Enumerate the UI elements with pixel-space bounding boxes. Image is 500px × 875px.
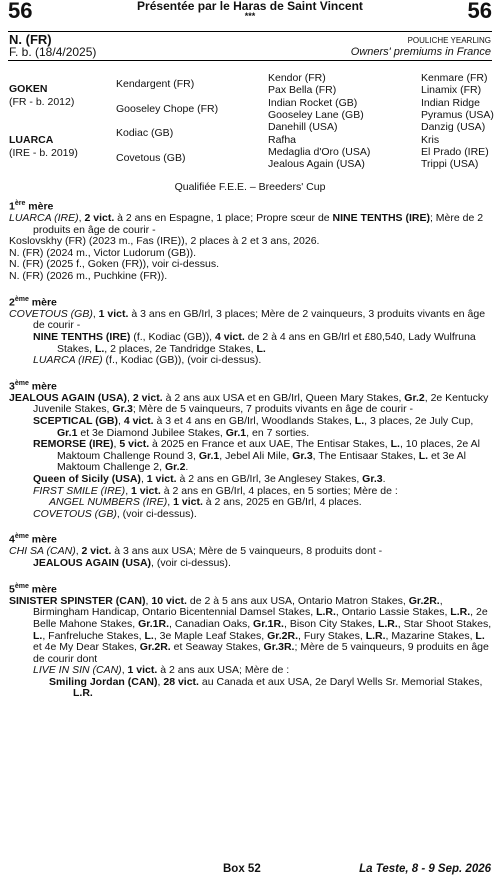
pedigree-g4: Trippi (USA) bbox=[421, 158, 479, 170]
produce-entry: N. (FR) (2025 f., Goken (FR)), voir ci-dessus. bbox=[9, 258, 220, 271]
dam-entry: COVETOUS (GB), 1 vict. à 3 ans en GB/Irl, 3 places; Mère de 2 vainqueurs, 3 produits vivants en âge de courir - bbox=[9, 307, 486, 332]
pedigree-g3: Medaglia d'Oro (USA) bbox=[268, 146, 371, 158]
produce-entry: LUARCA (IRE) (f., Kodiac (GB)), (voir ci-dessus). bbox=[33, 354, 262, 367]
catalogue-body bbox=[9, 198, 493, 700]
produce-entry: COVETOUS (GB), (voir ci-dessus). bbox=[33, 507, 197, 520]
produce-entry: Smiling Jordan (CAN), 28 vict. au Canada et aux USA, 2e Daryl Wells Sr. Memorial Stakes, L.R. bbox=[49, 675, 483, 700]
section-heading-3: 3ème mère bbox=[9, 379, 57, 393]
sire-info: (FR - b. 2012) bbox=[9, 96, 75, 108]
pedigree-g4: Linamix (FR) bbox=[421, 84, 482, 96]
pedigree-g3: Jealous Again (USA) bbox=[268, 158, 365, 170]
name-rule bbox=[8, 60, 492, 61]
produce-entry: N. (FR) (2024 m., Victor Ludorum (GB)). bbox=[9, 246, 197, 259]
produce-entry: LIVE IN SIN (CAN), 1 vict. à 2 ans aux USA; Mère de : bbox=[33, 664, 290, 677]
section-heading-2: 2ème mère bbox=[9, 295, 57, 309]
produce-entry: N. (FR) (2026 m., Puchkine (FR)). bbox=[9, 270, 168, 283]
produce-entry: ANGEL NUMBERS (IRE), 1 vict. à 2 ans, 2025 en GB/Irl, 4 places. bbox=[49, 496, 362, 509]
dam-info: (IRE - b. 2019) bbox=[9, 147, 78, 159]
produce-entry: Koslovskhy (FR) (2023 m., Fas (IRE)), 2 places à 2 et 3 ans, 2026. bbox=[9, 235, 320, 248]
premiums-note: Owners' premiums in France bbox=[350, 46, 491, 58]
consignor-stars: *** bbox=[244, 11, 256, 21]
pedigree-g3: Gooseley Lane (GB) bbox=[268, 109, 364, 121]
pedigree-g2: Kodiac (GB) bbox=[116, 127, 174, 139]
section-heading-4: 4ème mère bbox=[9, 533, 57, 546]
sale-place-date: La Teste, 8 - 9 Sep. 2026 bbox=[359, 863, 491, 875]
pedigree-g4: Danzig (USA) bbox=[421, 121, 486, 133]
section-heading-5: 5ème mère bbox=[9, 582, 57, 596]
pedigree-g3: Kendor (FR) bbox=[268, 72, 326, 84]
pedigree-g4: Pyramus (USA) bbox=[421, 109, 494, 121]
produce-entry: SCEPTICAL (GB), 4 vict. à 3 et 4 ans en GB/Irl, Woodlands Stakes, L., 3 places, 2e July Cup, Gr.1 et 3e Diamond Jubilee Stakes, Gr.1, en 7 sorties. bbox=[33, 415, 474, 439]
pedigree-g2: Covetous (GB) bbox=[116, 152, 186, 164]
lot-number-right: 56 bbox=[467, 0, 492, 23]
dam-entry: CHI SA (CAN), 2 vict. à 3 ans aux USA; Mère de 5 vainqueurs, 8 produits dont - bbox=[9, 545, 383, 558]
dam-name: LUARCA bbox=[9, 134, 54, 146]
pedigree-g2: Kendargent (FR) bbox=[116, 78, 195, 90]
pedigree-g4: Indian Ridge bbox=[421, 97, 480, 109]
horse-name: N. (FR) bbox=[9, 32, 52, 47]
pedigree-g3: Indian Rocket (GB) bbox=[268, 97, 358, 109]
header-rule bbox=[8, 31, 492, 32]
produce-entry: JEALOUS AGAIN (USA), (voir ci-dessus). bbox=[33, 557, 231, 570]
pedigree-g4: El Prado (IRE) bbox=[421, 146, 489, 158]
dam-entry: SINISTER SPINSTER (CAN), 10 vict. de 2 à 5 ans aux USA, Ontario Matron Stakes, Gr.2R., Birmingham Handicap, Ontario Bicentennial Damsel Stakes, L.R., Ontario Lassie Stakes, L.R., 2e Belle Mahone Stakes, Gr.1R., Canadian Oaks, Gr.1R., Bison City Stakes, L.R., Star Shoot Stakes, L., Fanfreluche Stakes, L., 3e Maple Leaf Stakes, Gr.2R., Fury Stakes, L.R., Mazarine Stakes, L. et 4e My Dear Stakes, Gr.2R. et Seaway Stakes, Gr.3R.; Mère de 5 vainqueurs, 9 produits en âge de courir dont bbox=[9, 594, 492, 665]
pedigree-g3: Danehill (USA) bbox=[268, 121, 338, 133]
section-heading-1: 1ère mère bbox=[9, 200, 54, 213]
qualification-line: Qualifiée F.E.E. – Breeders' Cup bbox=[174, 181, 326, 193]
produce-entry: NINE TENTHS (IRE) (f., Kodiac (GB)), 4 vict. de 2 à 4 ans en GB/Irl et £80,540, Lady Wulfruna Stakes, L., 2 places, 2e Tandridge Stakes, L. bbox=[33, 330, 476, 355]
lot-number-left: 56 bbox=[8, 0, 33, 23]
pedigree-g3: Rafha bbox=[268, 134, 297, 146]
dam-entry: JEALOUS AGAIN (USA), 2 vict. à 2 ans aux USA et en GB/Irl, Queen Mary Stakes, Gr.2, 2e Kentucky Juvenile Stakes, Gr.3; Mère de 5 vainqueurs, 7 produits vivants en âge de courir - bbox=[9, 391, 489, 416]
consignor-title: Présentée par le Haras de Saint Vincent bbox=[137, 0, 363, 13]
pedigree-g4: Kris bbox=[421, 134, 440, 146]
pedigree-g4: Kenmare (FR) bbox=[421, 72, 488, 84]
produce-entry: FIRST SMILE (IRE), 1 vict. à 2 ans en GB/Irl, 4 places, en 5 sorties; Mère de : bbox=[33, 484, 398, 497]
dam-entry: LUARCA (IRE), 2 vict. à 2 ans en Espagne, 1 place; Propre sœur de NINE TENTHS (IRE); Mère de 2 produits en âge de courir - bbox=[9, 212, 484, 236]
pedigree-g3: Pax Bella (FR) bbox=[268, 84, 337, 96]
pedigree-g2: Gooseley Chope (FR) bbox=[116, 103, 219, 115]
sale-type: POULICHE YEARLING bbox=[407, 36, 491, 45]
sire-name: GOKEN bbox=[9, 83, 48, 95]
produce-entry: Queen of Sicily (USA), 1 vict. à 2 ans en GB/Irl, 3e Anglesey Stakes, Gr.3. bbox=[33, 472, 386, 485]
horse-description: F. b. (18/4/2025) bbox=[9, 45, 97, 59]
box-number: Box 52 bbox=[223, 863, 261, 875]
produce-entry: REMORSE (IRE), 5 vict. à 2025 en France et aux UAE, The Entisar Stakes, L., 10 places, 2e Al Maktoum Challenge Round 3, Gr.1, Jebel Ali Mile, Gr.3, The Entisaar Stakes, L. et 3e Al Maktoum Challenge 2, Gr.2. bbox=[33, 438, 480, 474]
